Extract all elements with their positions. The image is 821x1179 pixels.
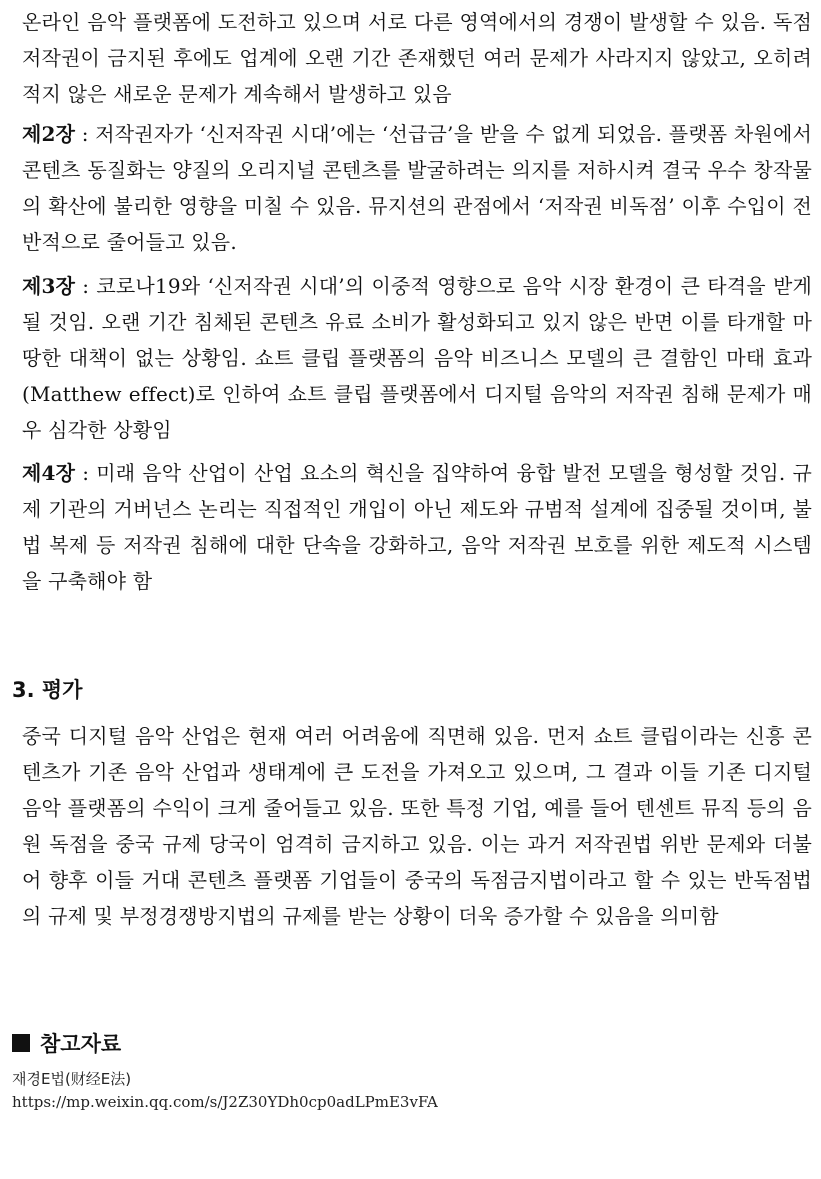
evaluation-paragraph <box>22 718 812 934</box>
chapter-4-label: 제4장 <box>22 461 76 485</box>
references-heading-text: 참고자료 <box>40 1032 122 1056</box>
chapter-2-paragraph <box>22 116 812 260</box>
chapter-4-paragraph <box>22 455 812 599</box>
chapter-3-paragraph <box>22 268 812 448</box>
chapter-2-text: : 저작권자가 ‘신저작권 시대’에는 ‘선급금’을 받을 수 없게 되었음. 플랫폼 차원에서 콘텐츠 동질화는 양질의 오리지널 콘텐츠를 발굴하려는 의지를 저하시켜 결국 우수 창작물의 확산에 불리한 영향을 미칠 수 있음. 뮤지션의 관점에서 ‘저작권 비독점’ 이후 수입이 전반적으로 줄어들고 있음. <box>22 122 812 254</box>
intro-paragraph <box>22 4 812 112</box>
reference-url-link[interactable]: https://mp.weixin.qq.com/s/J2Z30YDh0cp0adLPmE3vFA <box>12 1093 438 1111</box>
chapter-4-text: : 미래 음악 산업이 산업 요소의 혁신을 집약하여 융합 발전 모델을 형성할 것임. 규제 기관의 거버넌스 논리는 직접적인 개입이 아닌 제도와 규범적 설계에 집중될 것이며, 불법 복제 등 저작권 침해에 대한 단속을 강화하고, 음악 저작권 보호를 위한 제도적 시스템을 구축해야 함 <box>22 461 812 593</box>
evaluation-heading: 3. 평가 <box>12 678 83 702</box>
chapter-2-label: 제2장 <box>22 122 76 146</box>
chapter-3-text: : 코로나19와 ‘신저작권 시대’의 이중적 영향으로 음악 시장 환경이 큰 타격을 받게 될 것임. 오랜 기간 침체된 콘텐츠 유료 소비가 활성화되고 있지 않은 반면 이를 타개할 마땅한 대책이 없는 상황임. 쇼트 클립 플랫폼의 음악 비즈니스 모델의 큰 결함인 마태 효과(Matthew effect)로 인하여 쇼트 클립 플랫폼에서 디지털 음악의 저작권 침해 문제가 매우 심각한 상황임 <box>22 274 812 442</box>
chapter-3-label: 제3장 <box>22 274 76 298</box>
reference-source: 재경E법(财经E法) <box>12 1070 132 1088</box>
intro-text: 온라인 음악 플랫폼에 도전하고 있으며 서로 다른 영역에서의 경쟁이 발생할 수 있음. 독점 저작권이 금지된 후에도 업계에 오랜 기간 존재했던 여러 문제가 사라지지 않았고, 오히려 적지 않은 새로운 문제가 계속해서 발생하고 있음 <box>22 10 812 106</box>
references-heading <box>12 1028 121 1058</box>
black-square-icon <box>12 1034 30 1052</box>
evaluation-text: 중국 디지털 음악 산업은 현재 여러 어려움에 직면해 있음. 먼저 쇼트 클립이라는 신흥 콘텐츠가 기존 음악 산업과 생태계에 큰 도전을 가져오고 있으며, 그 결과 이들 기존 디지털 음악 플랫폼의 수익이 크게 줄어들고 있음. 또한 특정 기업, 예를 들어 텐센트 뮤직 등의 음원 독점을 중국 규제 당국이 엄격히 금지하고 있음. 이는 과거 저작권법 위반 문제와 더불어 향후 이들 거대 콘텐츠 플랫폼 기업들이 중국의 독점금지법이라고 할 수 있는 반독점법의 규제 및 부정경쟁방지법의 규제를 받는 상황이 더욱 증가할 수 있음을 의미함 <box>22 724 812 928</box>
